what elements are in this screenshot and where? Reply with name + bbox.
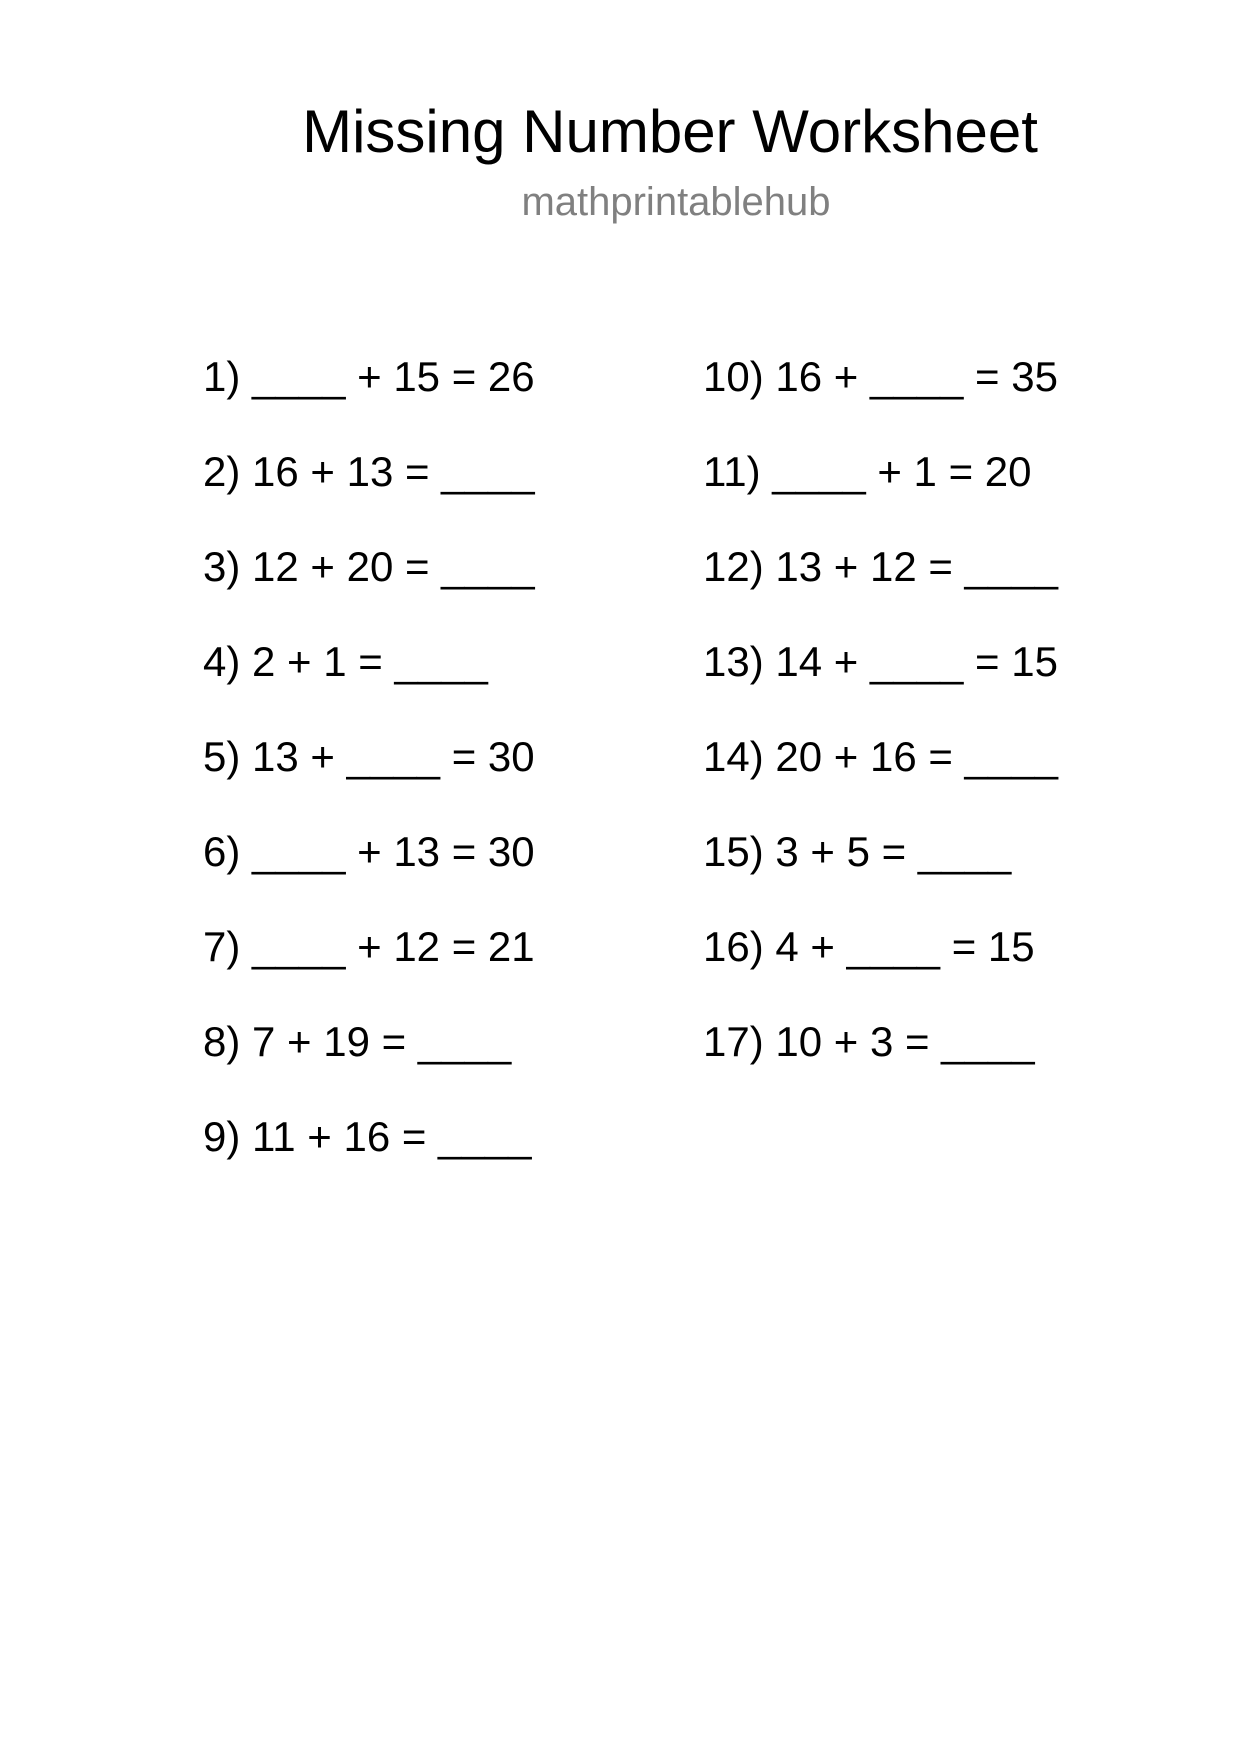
problem-2: 2) 16 + 13 = ____ [203, 448, 535, 495]
worksheet-subtitle: mathprintablehub [521, 180, 831, 224]
problem-3: 3) 12 + 20 = ____ [203, 543, 535, 590]
problem-11: 11) ____ + 1 = 20 [703, 448, 1032, 495]
problem-8: 8) 7 + 19 = ____ [203, 1018, 512, 1065]
problem-6: 6) ____ + 13 = 30 [203, 828, 535, 875]
problem-14: 14) 20 + 16 = ____ [703, 733, 1058, 780]
problem-13: 13) 14 + ____ = 15 [703, 638, 1058, 685]
problem-4: 4) 2 + 1 = ____ [203, 638, 488, 685]
problem-7: 7) ____ + 12 = 21 [203, 923, 535, 970]
problem-5: 5) 13 + ____ = 30 [203, 733, 535, 780]
problem-9: 9) 11 + 16 = ____ [203, 1113, 532, 1160]
problem-17: 17) 10 + 3 = ____ [703, 1018, 1035, 1065]
problem-15: 15) 3 + 5 = ____ [703, 828, 1012, 875]
problem-1: 1) ____ + 15 = 26 [203, 353, 535, 400]
worksheet-title: Missing Number Worksheet [302, 98, 1038, 165]
problem-10: 10) 16 + ____ = 35 [703, 353, 1058, 400]
problem-12: 12) 13 + 12 = ____ [703, 543, 1058, 590]
problem-16: 16) 4 + ____ = 15 [703, 923, 1035, 970]
